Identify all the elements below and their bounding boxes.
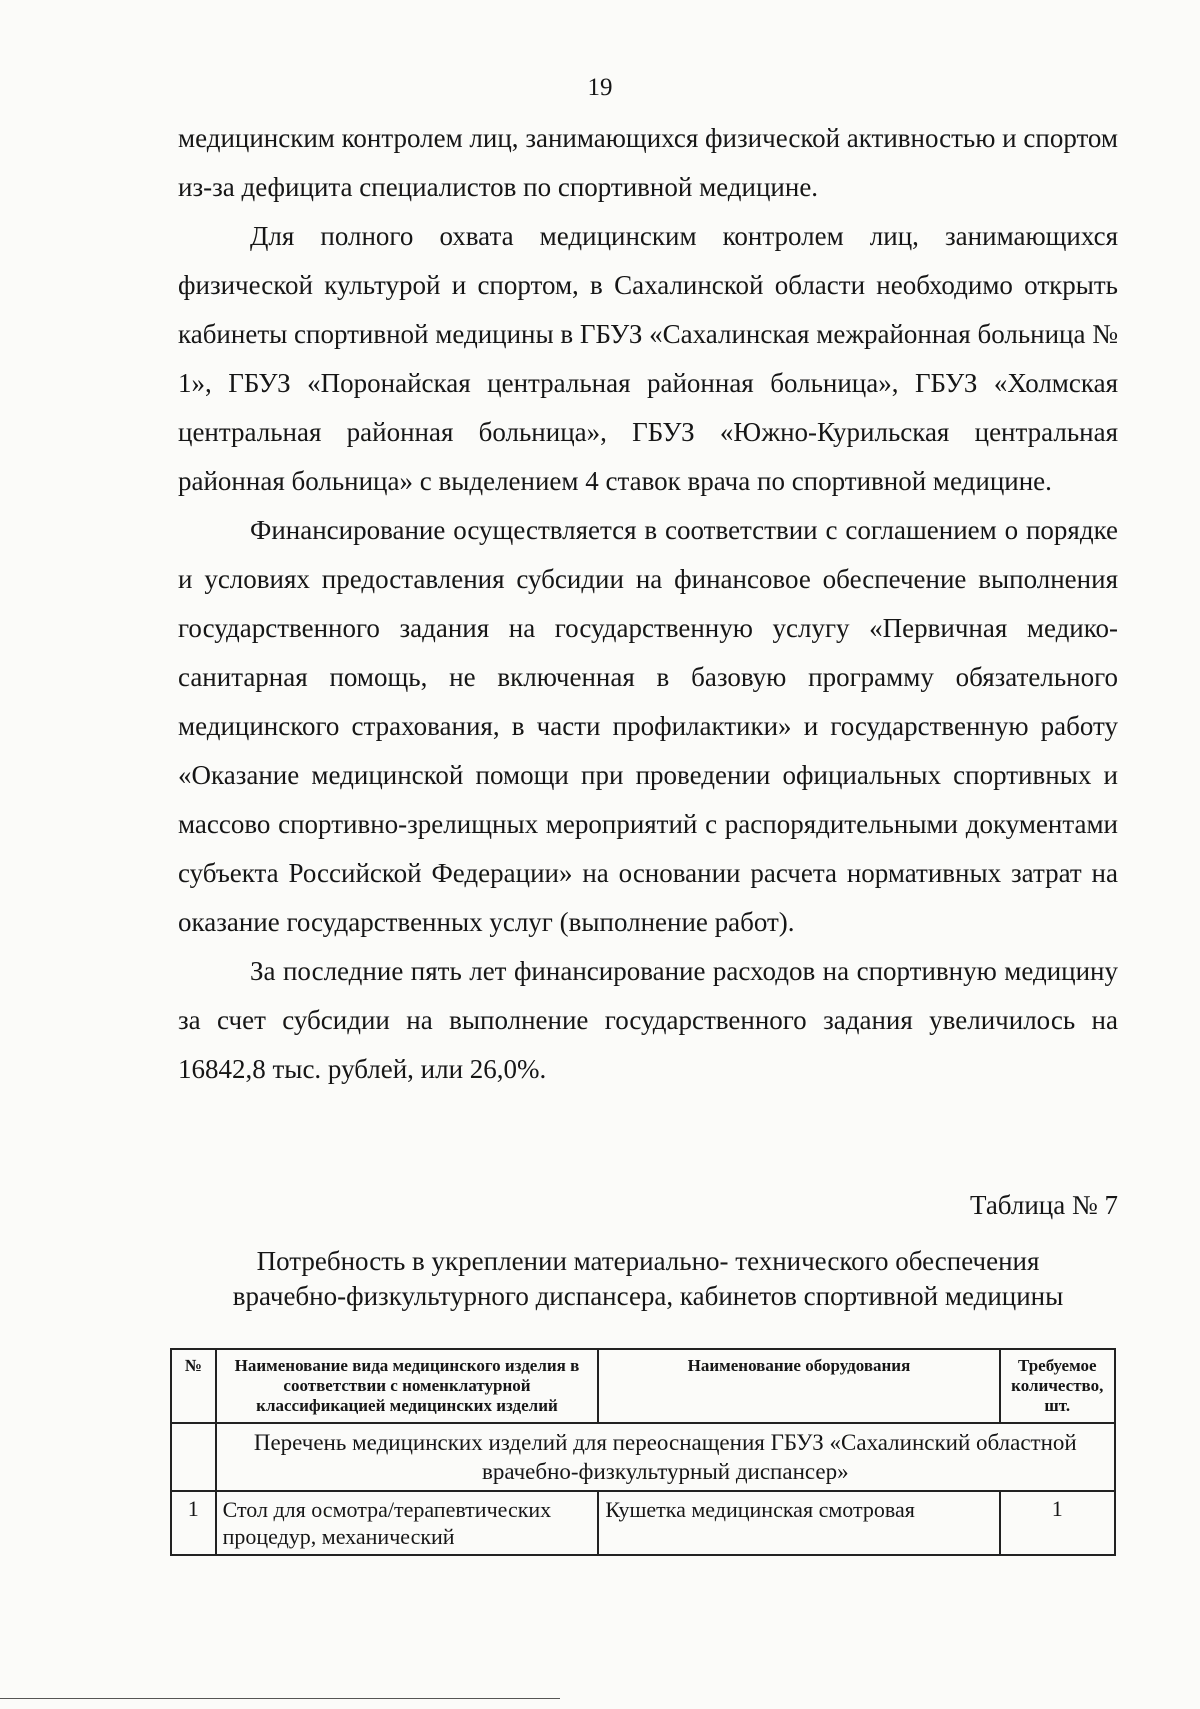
section-empty-cell bbox=[171, 1423, 216, 1491]
row-quantity: 1 bbox=[1000, 1491, 1115, 1555]
row-number: 1 bbox=[171, 1491, 216, 1555]
header-equipment: Наименование оборудования bbox=[598, 1349, 999, 1423]
header-quantity: Требуемое количество, шт. bbox=[1000, 1349, 1115, 1423]
paragraph-sports-medicine-offices: Для полного охвата медицинским контролем лиц, занимающихся физической культурой и спортом, в Сахалинской области необходимо открыть кабинеты спортивной медицины в ГБУЗ «Сахалинская межрайонная больница № 1», ГБУЗ «Поронайская центральная районная больница», ГБУЗ «Холмская центральная районная больница», ГБУЗ «Южно-Курильская центральная районная больница» с выделением 4 ставок врача по спортивной медицине. bbox=[178, 221, 1118, 496]
table-title-line-1: Потребность в укреплении материально- технического обеспечения bbox=[256, 1246, 1040, 1276]
table-title bbox=[178, 1244, 1118, 1314]
body-text bbox=[178, 114, 1118, 1094]
row-device-type: Стол для осмотра/терапевтических процедур, механический bbox=[216, 1491, 599, 1555]
row-equipment: Кушетка медицинская смотровая bbox=[598, 1491, 999, 1555]
table-section-row bbox=[171, 1423, 1115, 1491]
table-header-row bbox=[171, 1349, 1115, 1423]
paragraph-continuation: медицинским контролем лиц, занимающихся физической активностью и спортом из-за дефицита специалистов по спортивной медицине. bbox=[178, 123, 1118, 202]
scan-edge-line bbox=[0, 1698, 560, 1699]
paragraph-funding-growth: За последние пять лет финансирование расходов на спортивную медицину за счет субсидии на выполнение государственного задания увеличилось на 16842,8 тыс. рублей, или 26,0%. bbox=[178, 956, 1118, 1084]
paragraph-financing: Финансирование осуществляется в соответствии с соглашением о порядке и условиях предоставления субсидии на финансовое обеспечение выполнения государственного задания на государственную услугу «Первичная медико-санитарная помощь, не включенная в базовую программу обязательного медицинского страхования, в части профилактики» и государственную работу «Оказание медицинской помощи при проведении официальных спортивных и массово спортивно-зрелищных мероприятий с распорядительными документами субъекта Российской Федерации» на основании расчета нормативных затрат на оказание государственных услуг (выполнение работ). bbox=[178, 515, 1118, 937]
header-device-type: Наименование вида медицинского изделия в соответствии с номенклатурной классификацией медицинских изделий bbox=[216, 1349, 599, 1423]
page-number: 19 bbox=[587, 74, 613, 101]
table-number-label: Таблица № 7 bbox=[970, 1190, 1118, 1220]
table-row bbox=[171, 1491, 1115, 1555]
header-number: № bbox=[171, 1349, 216, 1423]
equipment-table bbox=[170, 1348, 1116, 1556]
table-title-line-2: врачебно-физкультурного диспансера, кабинетов спортивной медицины bbox=[232, 1281, 1064, 1311]
section-title: Перечень медицинских изделий для переоснащения ГБУЗ «Сахалинский областной врачебно-физкультурный диспансер» bbox=[216, 1423, 1115, 1491]
